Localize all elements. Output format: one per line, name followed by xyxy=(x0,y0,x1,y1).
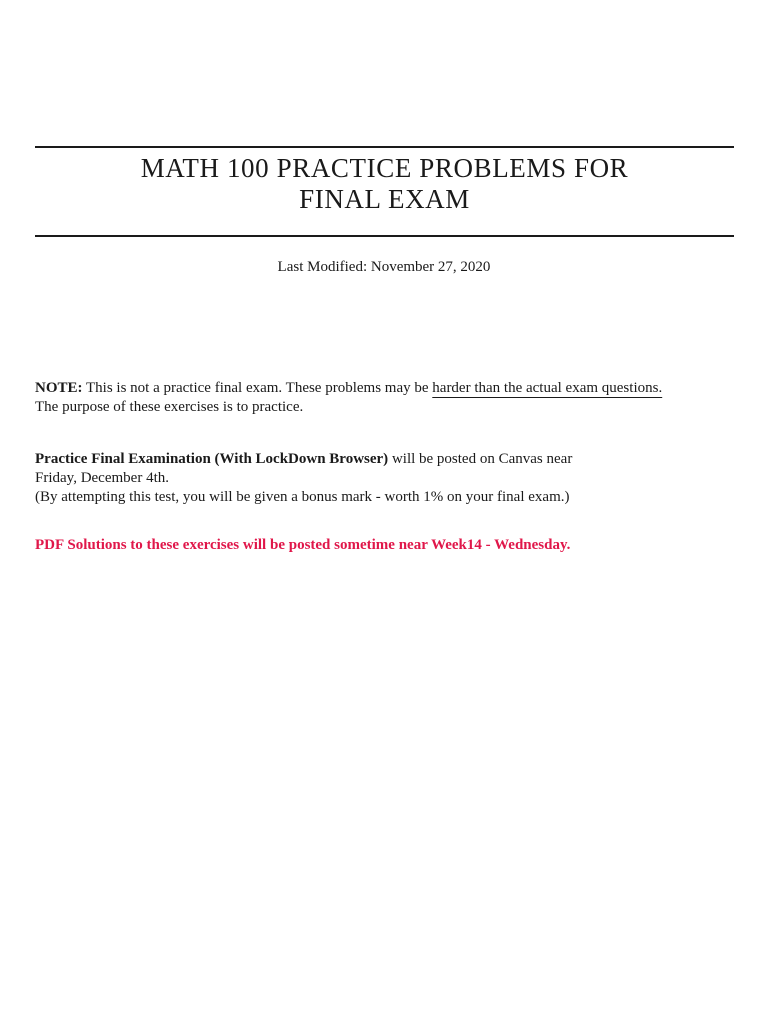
document-title-line-2: FINAL EXAM xyxy=(299,184,470,214)
document-title-line-1: MATH 100 PRACTICE PROBLEMS FOR xyxy=(140,153,629,183)
note-underlined-text: harder than the actual exam questions. xyxy=(432,380,663,396)
note-line-1 xyxy=(35,379,735,398)
practice-line-3: (By attempting this test, you will be given a bonus mark - worth 1% on your final exam.) xyxy=(35,489,570,505)
practice-line-2: Friday, December 4th. xyxy=(35,470,169,486)
title-top-rule xyxy=(35,146,734,148)
note-paragraph xyxy=(35,379,735,417)
solutions-notice: PDF Solutions to these exercises will be posted sometime near Week14 - Wednesday. xyxy=(35,537,571,553)
practice-exam-paragraph xyxy=(35,450,735,507)
note-text: This is not a practice final exam. These problems may be xyxy=(82,380,433,396)
title-bottom-rule xyxy=(35,235,734,237)
practice-line-1 xyxy=(35,450,735,469)
practice-exam-text: will be posted on Canvas near xyxy=(388,451,573,467)
note-line-2: The purpose of these exercises is to practice. xyxy=(35,399,304,415)
note-label: NOTE: xyxy=(35,380,83,396)
practice-exam-title: Practice Final Examination (With LockDown Browser) xyxy=(35,451,389,467)
last-modified-date: Last Modified: November 27, 2020 xyxy=(277,259,491,275)
